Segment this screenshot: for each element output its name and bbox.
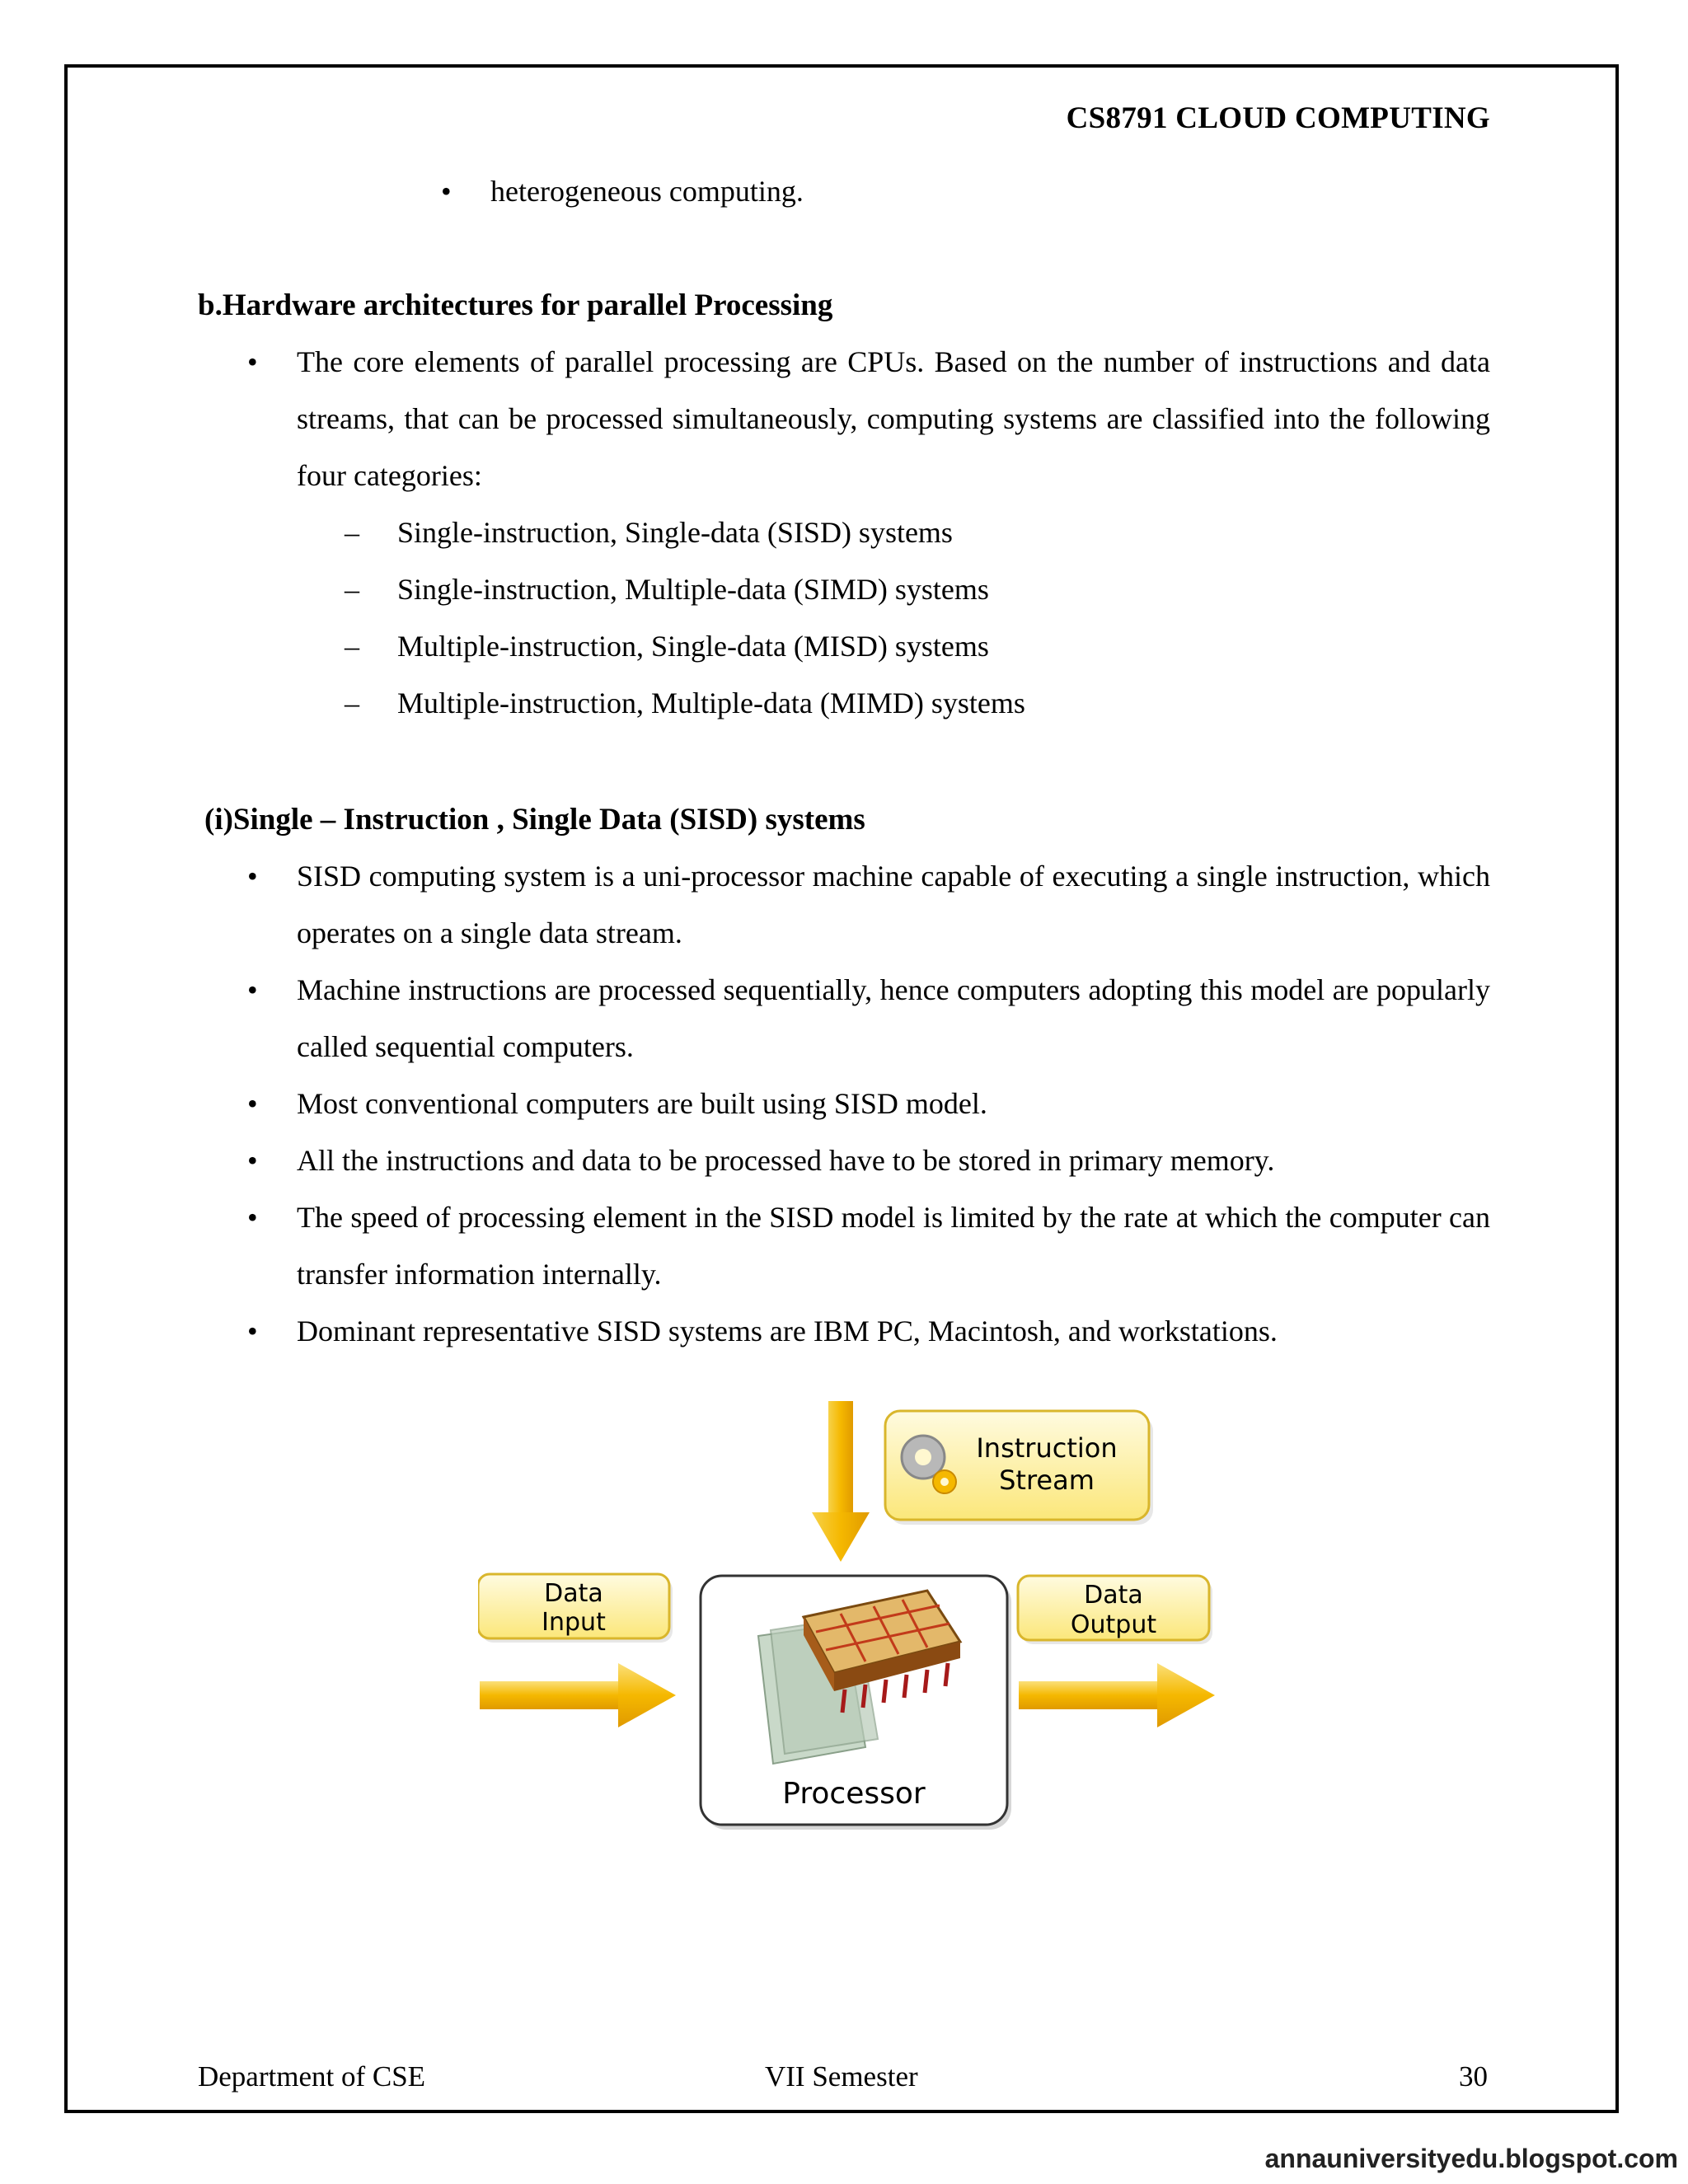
- bullet-text: SISD computing system is a uni-processor machine capable of executing a single instruction, which operates on a single data stream.: [297, 860, 1490, 949]
- bullet-mark: •: [247, 345, 258, 378]
- output-label-line2: Output: [1070, 1610, 1157, 1639]
- section-heading-sisd: (i)Single – Instruction , Single Data (SISD) systems: [204, 803, 865, 837]
- processor-box: [701, 1576, 1011, 1830]
- dash-mark: –: [345, 516, 359, 549]
- bullet-text: The core elements of parallel processing are CPUs. Based on the number of instructions and data streams, that can be processed simultaneously, computing systems are classified into the following four categories:: [297, 345, 1490, 492]
- category-text: Single-instruction, Multiple-data (SIMD) systems: [397, 573, 989, 606]
- footer-page-number: 30: [1459, 2060, 1488, 2093]
- input-label-line2: Input: [542, 1608, 606, 1637]
- category-item: [345, 618, 989, 675]
- course-title: CS8791 CLOUD COMPUTING: [1066, 101, 1490, 135]
- instruction-label-line2: Stream: [999, 1465, 1095, 1496]
- list-item: [247, 848, 1490, 962]
- category-text: Single-instruction, Single-data (SISD) systems: [397, 516, 953, 549]
- bullet-mark: •: [247, 1315, 258, 1347]
- data-output-arrow: [1019, 1663, 1215, 1727]
- bullet-mark: •: [247, 1144, 258, 1177]
- list-item: [247, 1303, 1490, 1360]
- watermark: annauniversityedu.blogspot.com: [1264, 2144, 1678, 2173]
- bullet-text: Dominant representative SISD systems are IBM PC, Macintosh, and workstations.: [297, 1315, 1278, 1347]
- bullet-mark: •: [247, 860, 258, 893]
- list-item: [247, 334, 1490, 504]
- dash-mark: –: [345, 630, 359, 663]
- data-input-label: [478, 1574, 673, 1643]
- bullet-mark: •: [247, 1087, 258, 1120]
- list-item: [247, 1132, 1490, 1189]
- bullet-text: Machine instructions are processed sequentially, hence computers adopting this model are popularly called sequential computers.: [297, 973, 1490, 1063]
- category-item: [345, 675, 1025, 732]
- category-text: Multiple-instruction, Multiple-data (MIMD) systems: [397, 687, 1025, 719]
- list-item: [247, 1076, 1490, 1132]
- bullet-mark: •: [441, 175, 452, 208]
- bullet-mark: •: [247, 1201, 258, 1234]
- list-item: [247, 962, 1490, 1076]
- data-output-label: [1018, 1576, 1212, 1644]
- input-label-line1: Data: [544, 1579, 603, 1608]
- dash-mark: –: [345, 687, 359, 719]
- dash-mark: –: [345, 573, 359, 606]
- section-heading-hardware: b.Hardware architectures for parallel Processing: [198, 288, 833, 322]
- footer-department: Department of CSE: [198, 2060, 426, 2093]
- instruction-stream-label: [885, 1411, 1153, 1525]
- bullet-text: heterogeneous computing.: [490, 175, 804, 208]
- bullet-text: All the instructions and data to be processed have to be stored in primary memory.: [297, 1144, 1275, 1177]
- list-item: [441, 163, 1100, 220]
- footer-semester: VII Semester: [765, 2060, 918, 2093]
- bullet-text: Most conventional computers are built using SISD model.: [297, 1087, 987, 1120]
- bullet-text: The speed of processing element in the SISD model is limited by the rate at which the computer can transfer information internally.: [297, 1201, 1490, 1291]
- output-label-line1: Data: [1084, 1581, 1143, 1610]
- category-item: [345, 504, 953, 561]
- instruction-label-line1: Instruction: [976, 1432, 1118, 1464]
- data-input-arrow: [480, 1663, 676, 1727]
- instruction-arrow: [812, 1401, 870, 1562]
- category-item: [345, 561, 989, 618]
- category-text: Multiple-instruction, Single-data (MISD) systems: [397, 630, 989, 663]
- bullet-mark: •: [247, 973, 258, 1006]
- sisd-diagram: [478, 1401, 1236, 1863]
- list-item: [247, 1189, 1490, 1303]
- processor-label: Processor: [782, 1777, 926, 1811]
